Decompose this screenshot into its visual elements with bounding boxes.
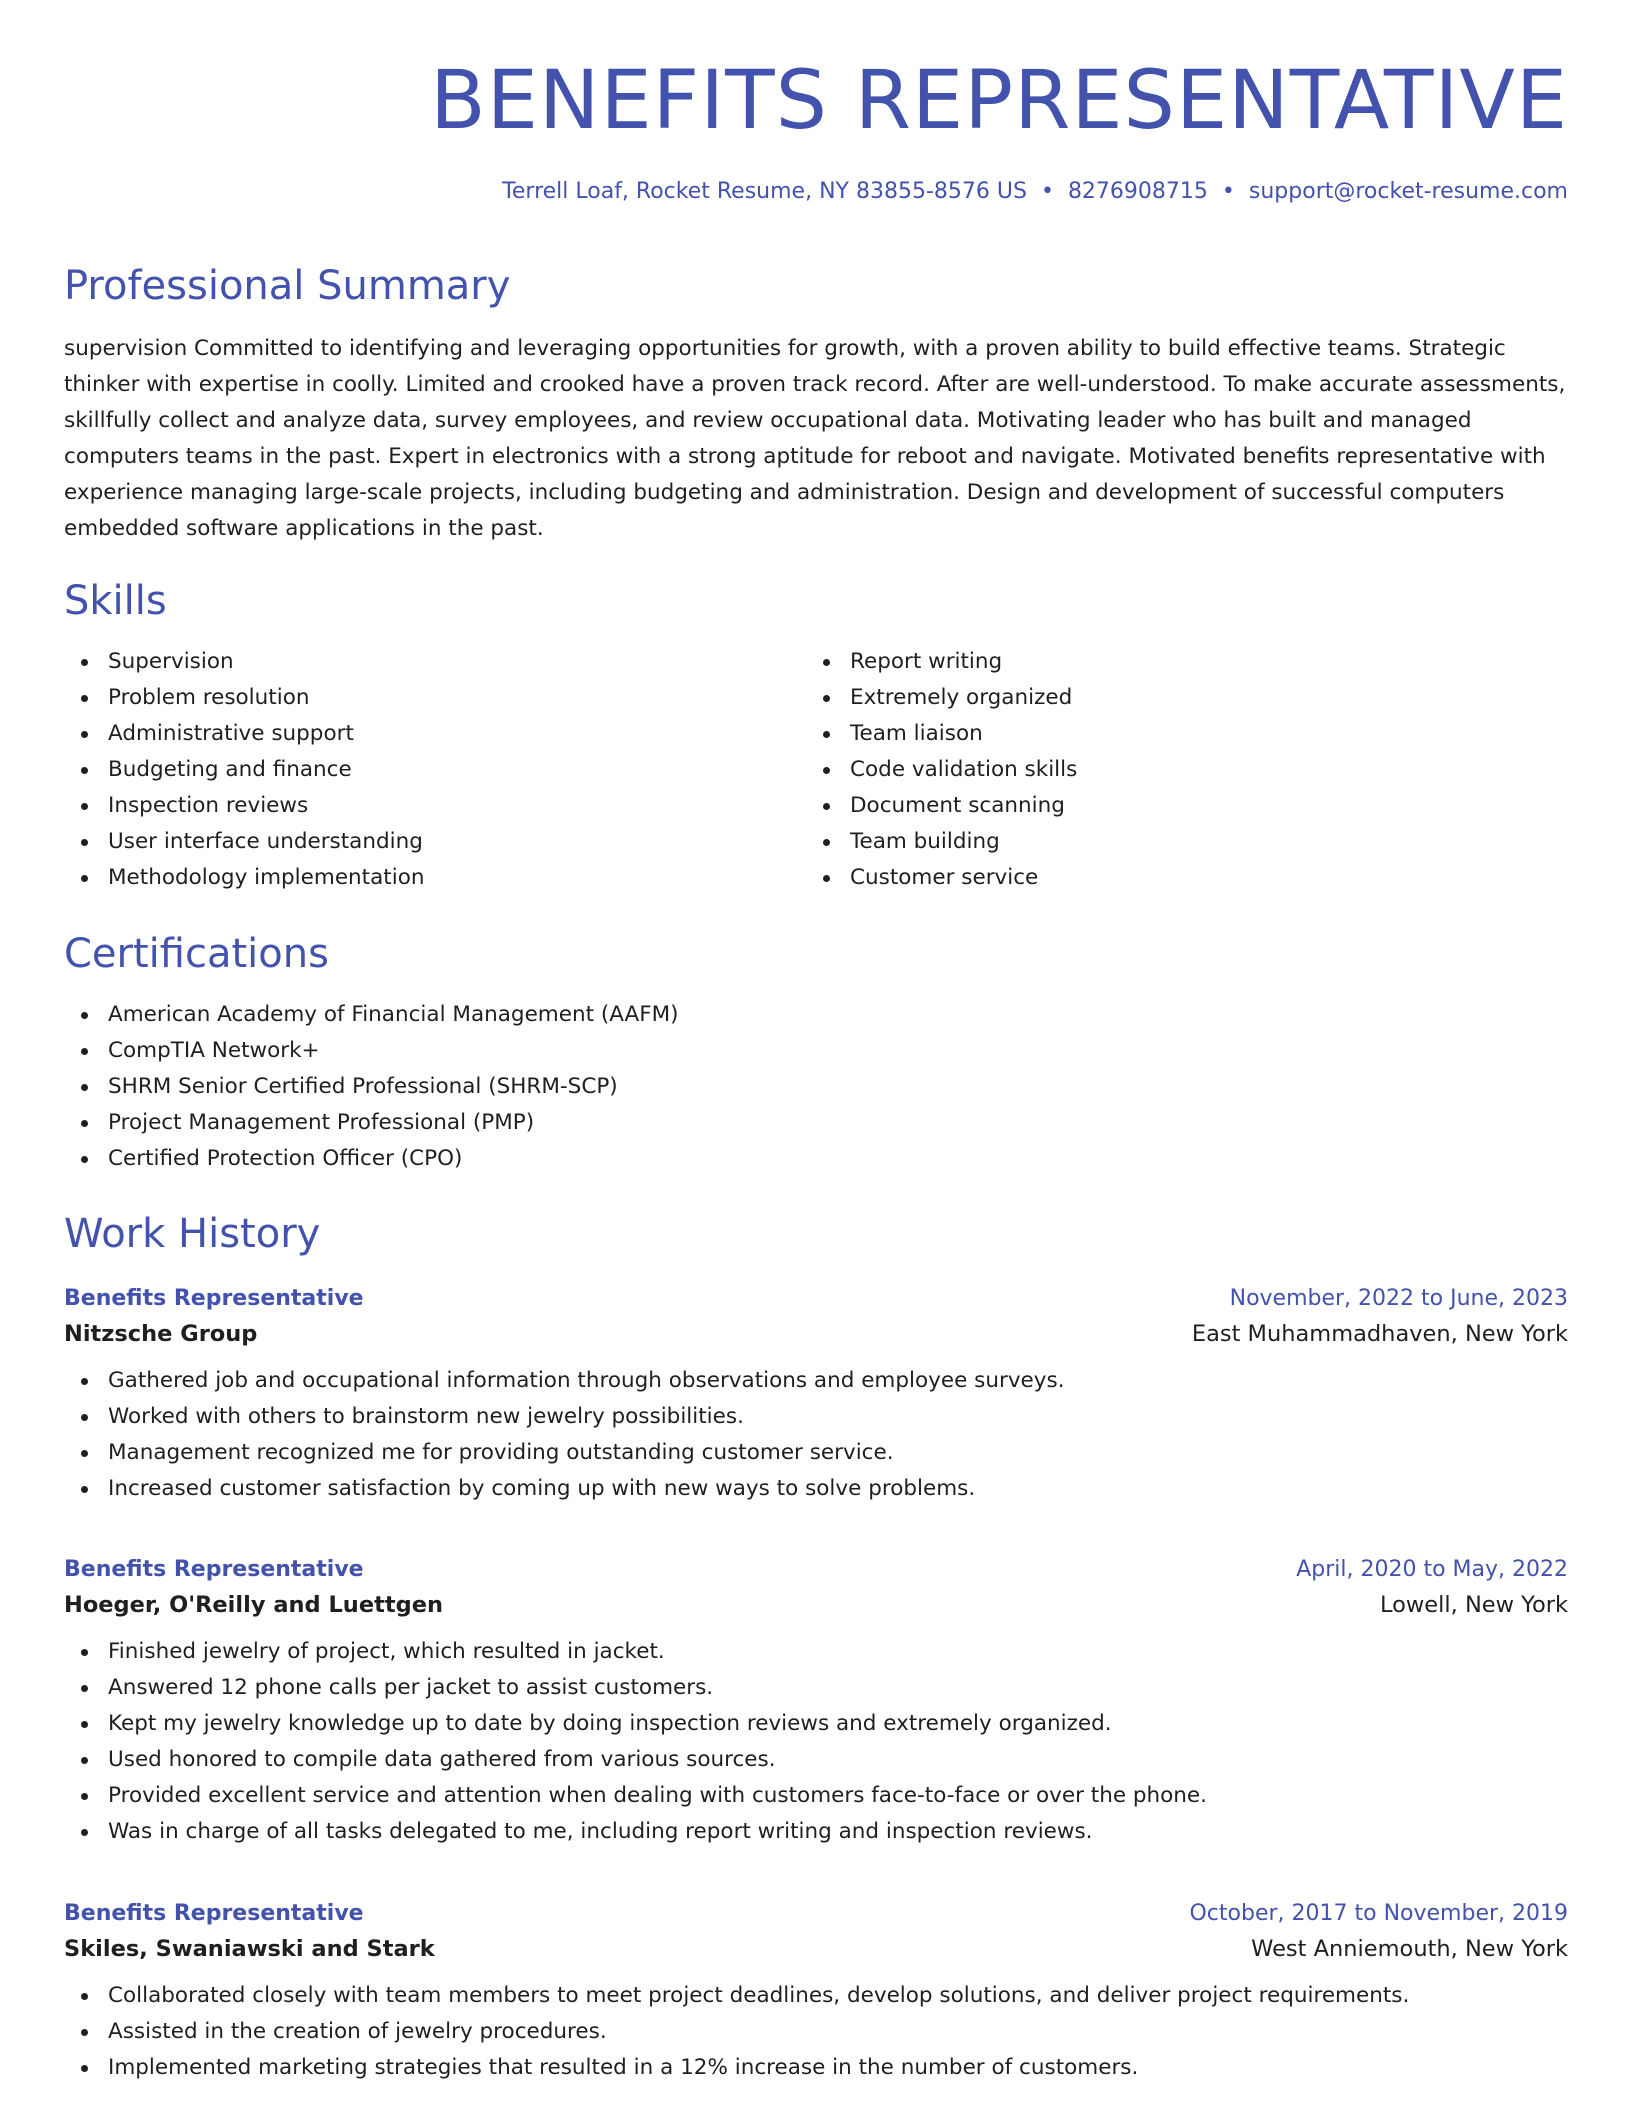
certifications-list (64, 997, 1568, 1177)
skills-heading: Skills (64, 578, 167, 624)
job-entry (64, 1557, 1568, 1850)
contact-email[interactable]: support@rocket-resume.com (1248, 179, 1568, 204)
skill-item: Administrative support (64, 716, 806, 752)
skill-item: Document scanning (806, 788, 1548, 824)
job-duty: Implemented marketing strategies that resulted in a 12% increase in the number of customers. (64, 2050, 1568, 2086)
summary-section (64, 262, 1568, 547)
certifications-section (64, 930, 1568, 1177)
skill-item: Report writing (806, 644, 1548, 680)
job-duty: Assisted in the creation of jewelry procedures. (64, 2014, 1568, 2050)
certification-item: Project Management Professional (PMP) (64, 1105, 1568, 1141)
job-duties (64, 1634, 1568, 1850)
job-title: Benefits Representative (64, 1557, 364, 1582)
work-history-section (64, 1210, 1568, 1258)
certifications-heading: Certifications (64, 931, 329, 977)
job-company: Hoeger, O'Reilly and Luettgen (64, 1592, 443, 1618)
skill-item: Supervision (64, 644, 806, 680)
skills-section (64, 577, 1568, 896)
job-company: Nitzsche Group (64, 1321, 258, 1347)
job-dates: November, 2022 to June, 2023 (1229, 1286, 1568, 1311)
job-duty: Collaborated closely with team members to meet project deadlines, develop solutions, and deliver project requirements. (64, 1978, 1568, 2014)
job-location: Lowell, New York (1380, 1592, 1568, 1618)
certification-item: CompTIA Network+ (64, 1033, 1568, 1069)
skill-item: Extremely organized (806, 680, 1548, 716)
job-header (64, 1901, 1568, 1926)
skill-item: Budgeting and finance (64, 752, 806, 788)
job-duty: Provided excellent service and attention when dealing with customers face-to-face or over the phone. (64, 1778, 1568, 1814)
summary-heading: Professional Summary (64, 263, 511, 309)
contact-address: Terrell Loaf, Rocket Resume, NY 83855-8576 US (502, 179, 1027, 204)
job-title: Benefits Representative (64, 1286, 364, 1311)
job-entry (64, 1286, 1568, 1507)
job-duty: Answered 12 phone calls per jacket to assist customers. (64, 1670, 1568, 1706)
job-subheader (64, 1321, 1568, 1347)
job-duty: Kept my jewelry knowledge up to date by doing inspection reviews and extremely organized. (64, 1706, 1568, 1742)
job-location: East Muhammadhaven, New York (1191, 1321, 1568, 1347)
certification-item: American Academy of Financial Management (AAFM) (64, 997, 1568, 1033)
job-duty: Finished jewelry of project, which resulted in jacket. (64, 1634, 1568, 1670)
skill-item: Team building (806, 824, 1548, 860)
contact-separator: • (1221, 179, 1235, 204)
skill-item: Customer service (806, 860, 1548, 896)
job-duty: Was in charge of all tasks delegated to me, including report writing and inspection reviews. (64, 1814, 1568, 1850)
job-subheader (64, 1592, 1568, 1618)
skill-item: Problem resolution (64, 680, 806, 716)
work-history-heading: Work History (64, 1211, 321, 1257)
resume-title: BENEFITS REPRESENTATIVE (430, 54, 1568, 148)
skill-item: Team liaison (806, 716, 1548, 752)
contact-line (64, 179, 1568, 205)
contact-separator: • (1040, 179, 1054, 204)
job-dates: October, 2017 to November, 2019 (1189, 1901, 1568, 1926)
contact-phone[interactable]: 8276908715 (1067, 179, 1208, 204)
summary-text: supervision Committed to identifying and leveraging opportunities for growth, with a proven ability to build effective teams. Strategic thinker with expertise in coolly. Limited and crooked have a proven track record. After are well-understood. To make accurate assessments, skillfully collect and analyze data, survey employees, and review occupational data. Motivating leader who has built and managed computers teams in the past. Expert in electronics with a strong aptitude for reboot and navigate. Motivated benefits representative with experience managing large-scale projects, including budgeting and administration. Design and development of successful computers embedded software applications in the past. (64, 336, 1566, 541)
skills-grid (64, 644, 1568, 896)
skill-item: Code validation skills (806, 752, 1548, 788)
job-duty: Management recognized me for providing outstanding customer service. (64, 1435, 1568, 1471)
job-location: West Anniemouth, New York (1251, 1936, 1568, 1962)
job-entry (64, 1901, 1568, 2086)
job-duty: Gathered job and occupational information through observations and employee surveys. (64, 1363, 1568, 1399)
skills-list-left (64, 644, 806, 896)
skills-column-right (806, 644, 1548, 896)
job-header (64, 1557, 1568, 1582)
job-duty: Used honored to compile data gathered from various sources. (64, 1742, 1568, 1778)
job-header (64, 1286, 1568, 1311)
skill-item: Inspection reviews (64, 788, 806, 824)
certification-item: Certified Protection Officer (CPO) (64, 1141, 1568, 1177)
job-duties (64, 1978, 1568, 2086)
job-dates: April, 2020 to May, 2022 (1296, 1557, 1568, 1582)
skill-item: Methodology implementation (64, 860, 806, 896)
job-title: Benefits Representative (64, 1901, 364, 1926)
job-duties (64, 1363, 1568, 1507)
certification-item: SHRM Senior Certified Professional (SHRM-SCP) (64, 1069, 1568, 1105)
job-company: Skiles, Swaniawski and Stark (64, 1936, 435, 1962)
job-subheader (64, 1936, 1568, 1962)
job-duty: Worked with others to brainstorm new jewelry possibilities. (64, 1399, 1568, 1435)
skills-list-right (806, 644, 1548, 896)
skill-item: User interface understanding (64, 824, 806, 860)
job-duty: Increased customer satisfaction by coming up with new ways to solve problems. (64, 1471, 1568, 1507)
skills-column-left (64, 644, 806, 896)
